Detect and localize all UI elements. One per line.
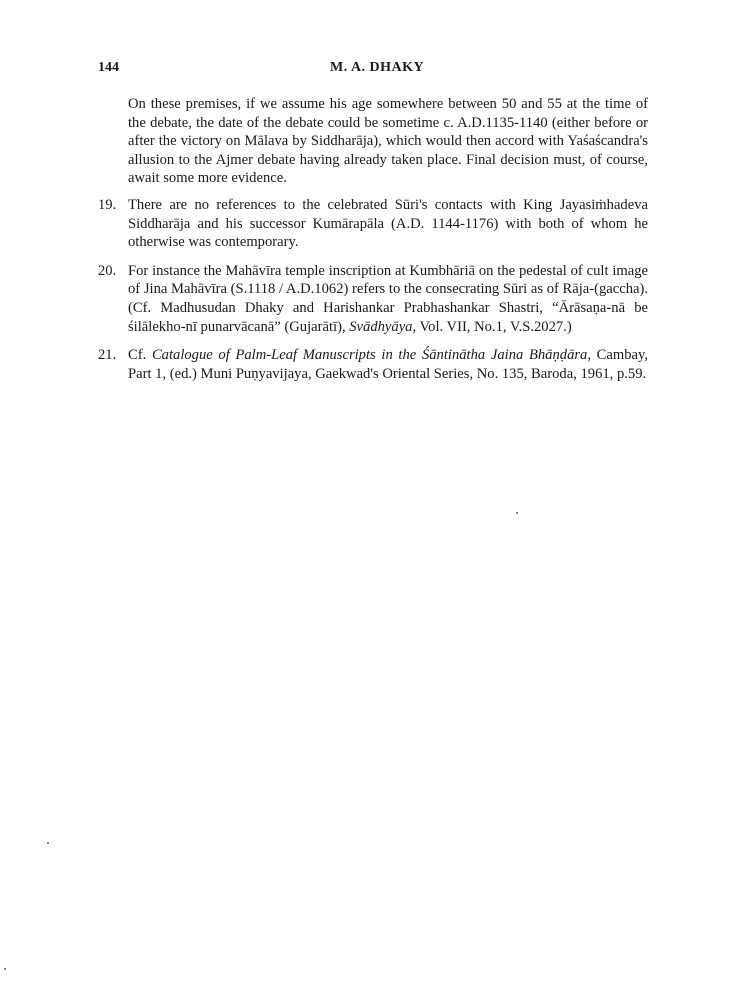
note-text-part: For instance the Mahāvīra temple inscription at Kumbhāriā on the pedestal of cult image of Jina Mahāvīra (S.1118 / A.D.1062) refers to the consecrating Sūri as of Rāja-(gaccha). (Cf. Madhusudan Dhaky and Harishankar Prabhashankar Shastri, “Ārāsaṇa-nā be śilālekho-nī punarvācanā” (Gujarātī), (128, 262, 648, 335)
note-number: 21. (98, 347, 117, 364)
note-cf: Cf. (128, 347, 152, 364)
note-19 (98, 196, 648, 252)
note-18-continuation: On these premises, if we assume his age somewhere between 50 and 55 at the time of the debate, the date of the debate could be sometime c. A.D.1135-1140 (either before or after the victory on Mālava by Siddharāja), which would then accord with Yaśaścandra's allusion to the Ajmer debate having already taken place. Final decision must, of course, await some more evidence. (128, 96, 648, 187)
running-head (98, 60, 658, 80)
page-number: 144 (98, 60, 119, 75)
running-title: M. A. DHAKY (330, 60, 425, 75)
note-number: 19. (98, 196, 117, 213)
scan-speck (4, 968, 6, 970)
note-text (128, 346, 648, 383)
catalogue-title: Catalogue of Palm-Leaf Manuscripts in the Śāntinātha Jaina Bhāṇḍāra, (151, 347, 591, 364)
note-text-part: Cambay, Part 1, (ed.) Muni Puṇyavijaya, Gaekwad's Oriental Series, No. 135, Baroda, 1961, p.59. (128, 347, 649, 382)
scan-speck (516, 512, 518, 514)
journal-title: Svādhyāya, (349, 318, 417, 335)
note-text-part: Vol. VII, No.1, V.S.2027.) (416, 318, 572, 335)
note-number: 20. (98, 262, 117, 279)
note-20 (98, 262, 648, 336)
endnotes (98, 95, 648, 393)
note-text: There are no references to the celebrated Sūri's contacts with King Jayasiṁhadeva Siddharāja and his successor Kumārapāla (A.D. 1144-1176) with both of whom he otherwise was contemporary. (128, 196, 648, 251)
note-21 (98, 346, 648, 383)
scan-speck (47, 842, 49, 844)
note-text (128, 262, 648, 336)
